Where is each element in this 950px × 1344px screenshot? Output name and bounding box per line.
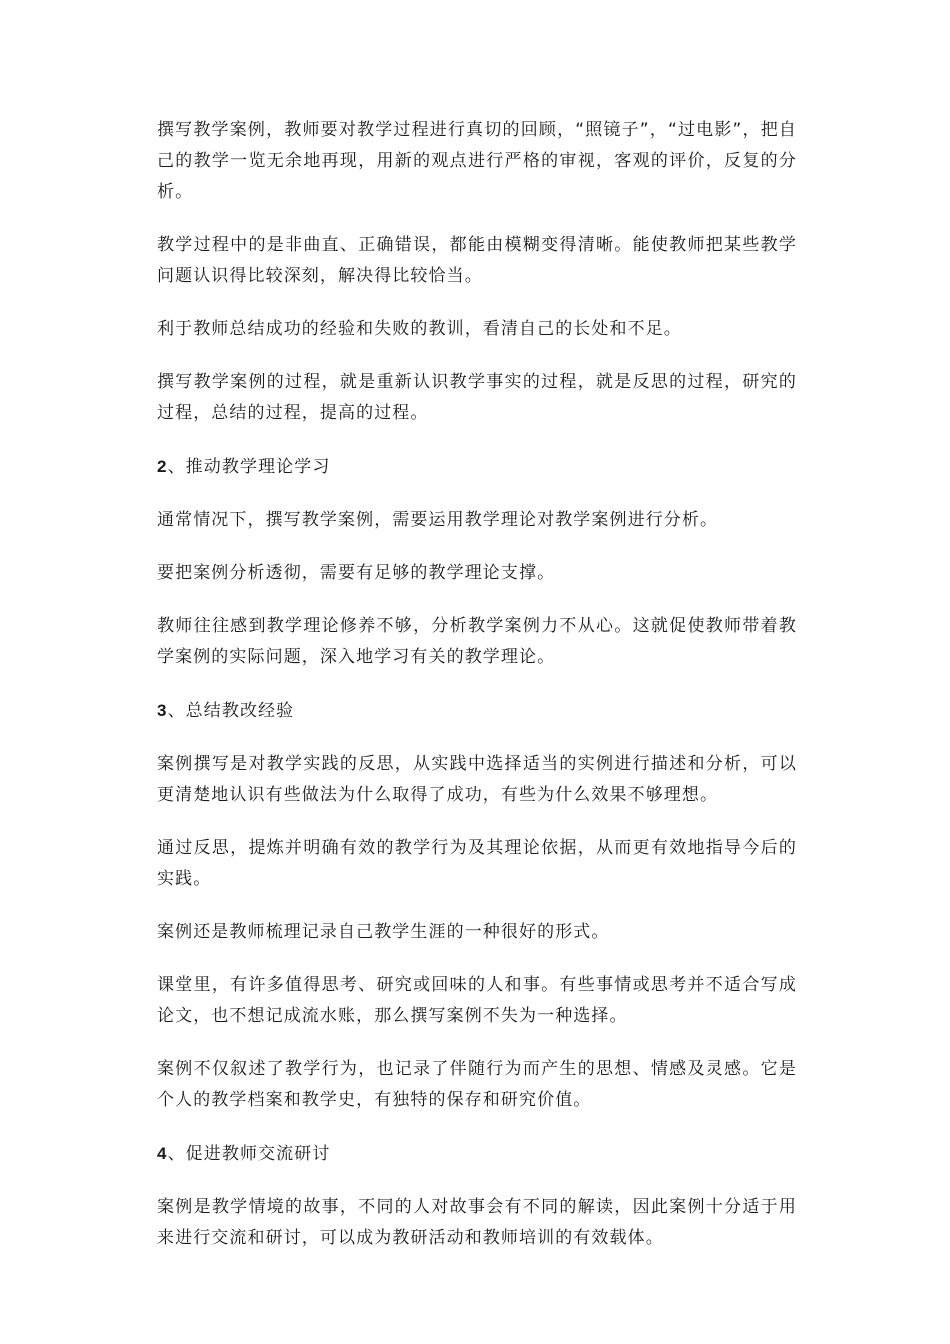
section-number: 2	[157, 457, 168, 476]
section-title: 、促进教师交流研讨	[167, 1144, 331, 1164]
paragraph: 案例不仅叙述了教学行为，也记录了伴随行为而产生的思想、情感及灵感。它是个人的教学档案和教学史，有独特的保存和研究价值。	[157, 1059, 797, 1110]
section-heading	[157, 695, 797, 727]
paragraph: 案例撰写是对教学实践的反思，从实践中选择适当的实例进行描述和分析，可以更清楚地认识有些做法为什么取得了成功，有些为什么效果不够理想。	[157, 754, 797, 805]
paragraph: 通过反思，提炼并明确有效的教学行为及其理论依据，从而更有效地指导今后的实践。	[157, 838, 797, 889]
paragraph: 教师往往感到教学理论修养不够，分析教学案例力不从心。这就促使教师带着教学案例的实际问题，深入地学习有关的教学理论。	[157, 616, 797, 667]
paragraph: 撰写教学案例的过程，就是重新认识教学事实的过程，就是反思的过程，研究的过程，总结的过程，提高的过程。	[157, 372, 797, 423]
paragraph: 通常情况下，撰写教学案例，需要运用教学理论对教学案例进行分析。	[157, 510, 719, 530]
paragraph: 案例还是教师梳理记录自己教学生涯的一种很好的形式。	[157, 922, 610, 942]
paragraph: 要把案例分析透彻，需要有足够的教学理论支撑。	[157, 563, 556, 583]
paragraph: 案例是教学情境的故事，不同的人对故事会有不同的解读，因此案例十分适于用来进行交流和研讨，可以成为教研活动和教师培训的有效载体。	[157, 1197, 797, 1248]
paragraph: 教学过程中的是非曲直、正确错误，都能由模糊变得清晰。能使教师把某些教学问题认识得比较深刻，解决得比较恰当。	[157, 235, 797, 286]
section-number: 3	[157, 701, 168, 720]
section-heading	[157, 451, 797, 483]
section-heading	[157, 1138, 797, 1170]
document-body	[157, 115, 797, 1276]
section-number: 4	[157, 1144, 168, 1163]
section-title: 、总结教改经验	[167, 701, 295, 721]
paragraph: 撰写教学案例，教师要对教学过程进行真切的回顾，“照镜子”，“过电影”，把自己的教学一览无余地再现，用新的观点进行严格的审视，客观的评价，反复的分析。	[157, 120, 797, 202]
paragraph: 课堂里，有许多值得思考、研究或回味的人和事。有些事情或思考并不适合写成论文，也不想记成流水账，那么撰写案例不失为一种选择。	[157, 975, 797, 1026]
paragraph: 利于教师总结成功的经验和失败的教训，看清自己的长处和不足。	[157, 319, 682, 339]
section-title: 、推动教学理论学习	[167, 457, 331, 477]
